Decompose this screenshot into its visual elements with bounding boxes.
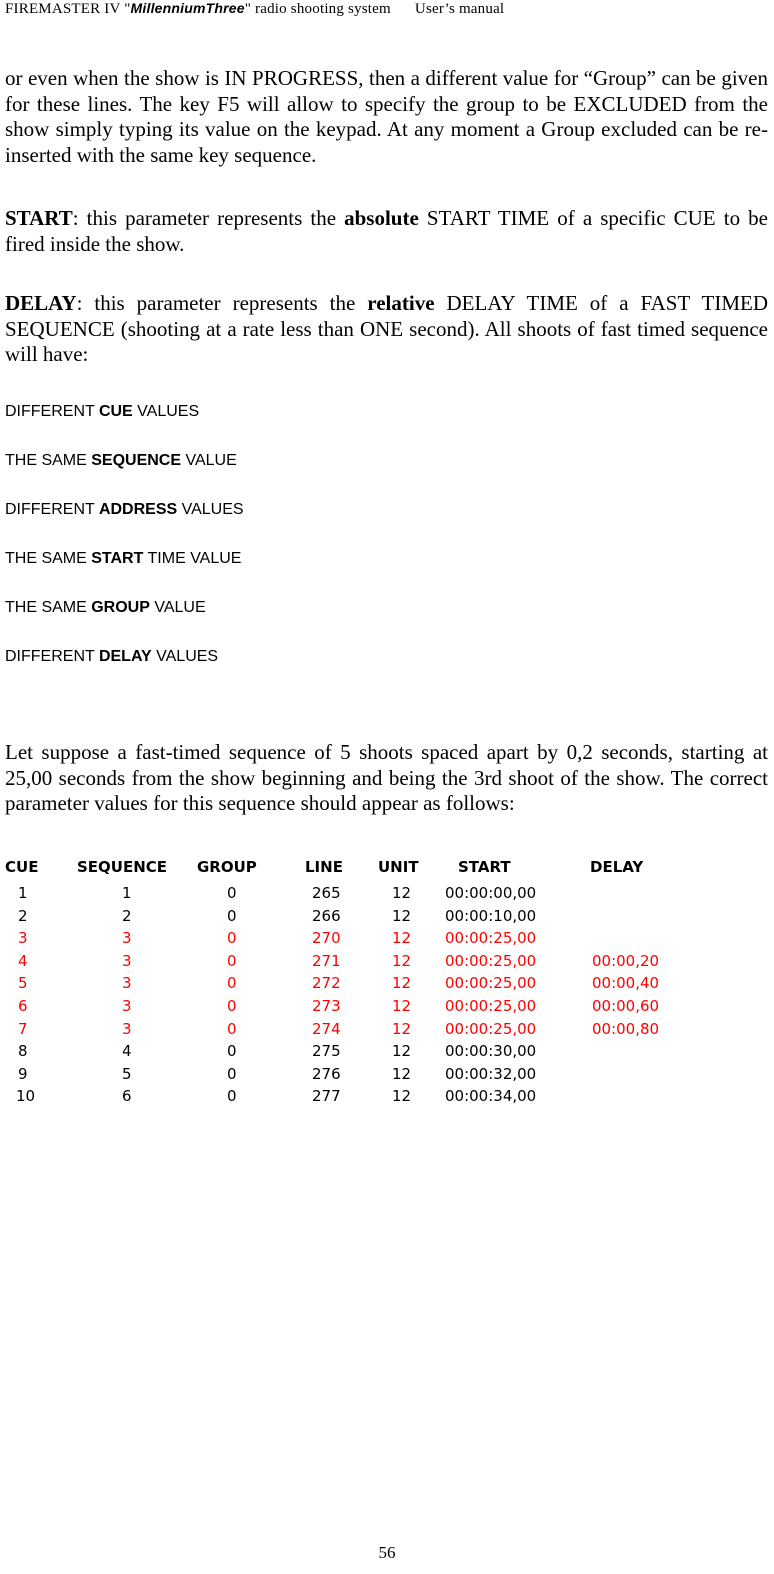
cell-cue: 9 xyxy=(18,1064,28,1083)
page-header xyxy=(5,0,504,18)
cell-group: 0 xyxy=(227,1019,237,1038)
cell-group: 0 xyxy=(227,1064,237,1083)
cell-cue: 2 xyxy=(18,906,28,925)
cell-group: 0 xyxy=(227,997,237,1015)
rule-item: THE SAME GROUP VALUE xyxy=(5,599,206,616)
cell-unit: 12 xyxy=(392,1064,412,1083)
header-doc-type: User’s manual xyxy=(414,1,505,17)
start-pre: : this parameter represents the xyxy=(72,206,345,230)
cell-sequence: 5 xyxy=(122,1064,132,1083)
start-bold: absolute xyxy=(344,206,419,230)
delay-post: DELAY TIME of a FAST TIMED SEQUENCE (shooting at a rate less than ONE second). All shoots of fast timed sequence will have: xyxy=(5,291,768,366)
cell-start: 00:00:32,00 xyxy=(445,1064,537,1083)
cell-start: 00:00:00,00 xyxy=(445,884,537,902)
cell-sequence: 3 xyxy=(122,974,132,993)
cell-sequence: 6 xyxy=(122,1087,132,1106)
header-cue: CUE xyxy=(5,858,39,876)
cell-line: 265 xyxy=(312,884,341,902)
paragraph-example: Let suppose a fast-timed sequence of 5 shoots spaced apart by 0,2 seconds, starting at 25,00 seconds from the show beginning and being the 3rd shoot of the show. The correct parameter values for this sequence should appear as follows: xyxy=(5,740,768,815)
cell-line: 276 xyxy=(312,1064,341,1083)
delay-term: DELAY xyxy=(5,291,77,315)
cell-group: 0 xyxy=(227,1087,237,1106)
cell-unit: 12 xyxy=(392,974,412,993)
cell-delay: 00:00,80 xyxy=(592,1019,660,1038)
cell-sequence: 3 xyxy=(122,997,132,1015)
cell-unit: 12 xyxy=(392,884,412,902)
cell-start: 00:00:34,00 xyxy=(445,1087,537,1106)
cell-line: 271 xyxy=(312,951,341,970)
cell-unit: 12 xyxy=(392,1019,412,1038)
cell-delay: 00:00,60 xyxy=(592,997,660,1015)
cell-line: 277 xyxy=(312,1087,341,1106)
header-title-prefix: FIREMASTER IV " xyxy=(5,1,131,17)
cell-unit: 12 xyxy=(392,1087,412,1106)
start-term: START xyxy=(5,206,73,230)
page-number: 56 xyxy=(378,1543,396,1562)
cell-start: 00:00:30,00 xyxy=(445,1042,537,1061)
cell-delay: 00:00,20 xyxy=(592,951,660,970)
cell-cue: 3 xyxy=(18,929,28,948)
cell-sequence: 1 xyxy=(122,884,132,902)
cell-group: 0 xyxy=(227,1042,237,1061)
cell-unit: 12 xyxy=(392,929,412,948)
cell-cue: 10 xyxy=(16,1087,36,1106)
cell-cue: 8 xyxy=(18,1042,28,1061)
rule-item: DIFFERENT ADDRESS VALUES xyxy=(5,501,244,518)
cell-sequence: 3 xyxy=(122,951,132,970)
paragraph-group-intro: or even when the show is IN PROGRESS, then a different value for “Group” can be given for these lines. The key F5 will allow to specify the group to be EXCLUDED from the show simply typing its value on the keypad. At any moment a Group excluded can be re-inserted with the same key sequence. xyxy=(5,66,768,167)
cell-sequence: 3 xyxy=(122,929,132,948)
header-brand: MillenniumThree xyxy=(130,0,245,16)
cell-line: 266 xyxy=(312,906,341,925)
rule-item: DIFFERENT CUE VALUES xyxy=(5,403,200,420)
cell-sequence: 2 xyxy=(122,906,132,925)
delay-bold: relative xyxy=(367,291,435,315)
header-sequence: SEQUENCE xyxy=(77,858,168,876)
cell-line: 270 xyxy=(312,929,341,948)
cell-cue: 7 xyxy=(18,1019,28,1038)
cell-start: 00:00:25,00 xyxy=(445,997,537,1015)
cell-cue: 4 xyxy=(18,951,28,970)
cell-unit: 12 xyxy=(392,906,412,925)
header-start: START xyxy=(458,858,511,876)
rule-item: DIFFERENT DELAY VALUES xyxy=(5,648,219,665)
cell-start: 00:00:25,00 xyxy=(445,929,537,948)
paragraph-delay xyxy=(5,291,768,368)
delay-pre: : this parameter represents the xyxy=(76,291,368,315)
start-post: START TIME of a specific CUE to be fired inside the show. xyxy=(5,206,768,256)
cell-line: 272 xyxy=(312,974,341,993)
cell-group: 0 xyxy=(227,974,237,993)
cell-line: 274 xyxy=(312,1019,341,1038)
cell-group: 0 xyxy=(227,884,237,902)
cell-group: 0 xyxy=(227,906,237,925)
cell-group: 0 xyxy=(227,951,237,970)
rule-item: THE SAME SEQUENCE VALUE xyxy=(5,452,237,469)
cell-start: 00:00:25,00 xyxy=(445,1019,537,1038)
cell-start: 00:00:25,00 xyxy=(445,974,537,993)
header-unit: UNIT xyxy=(378,858,419,876)
cell-line: 275 xyxy=(312,1042,341,1061)
header-line: LINE xyxy=(305,858,343,876)
cell-cue: 6 xyxy=(18,997,28,1015)
cell-unit: 12 xyxy=(392,1042,412,1061)
rule-item: THE SAME START TIME VALUE xyxy=(5,550,242,567)
header-title-suffix: " radio shooting system xyxy=(244,1,391,17)
paragraph-start xyxy=(5,206,768,257)
cell-start: 00:00:10,00 xyxy=(445,906,537,925)
cell-group: 0 xyxy=(227,929,237,948)
cell-unit: 12 xyxy=(392,951,412,970)
cell-sequence: 3 xyxy=(122,1019,132,1038)
header-delay: DELAY xyxy=(590,858,644,876)
cell-cue: 5 xyxy=(18,974,28,993)
cell-unit: 12 xyxy=(392,997,412,1015)
cell-line: 273 xyxy=(312,997,341,1015)
cell-cue: 1 xyxy=(18,884,28,902)
cell-delay: 00:00,40 xyxy=(592,974,660,993)
header-group: GROUP xyxy=(197,858,257,876)
cell-start: 00:00:25,00 xyxy=(445,951,537,970)
cell-sequence: 4 xyxy=(122,1042,132,1061)
